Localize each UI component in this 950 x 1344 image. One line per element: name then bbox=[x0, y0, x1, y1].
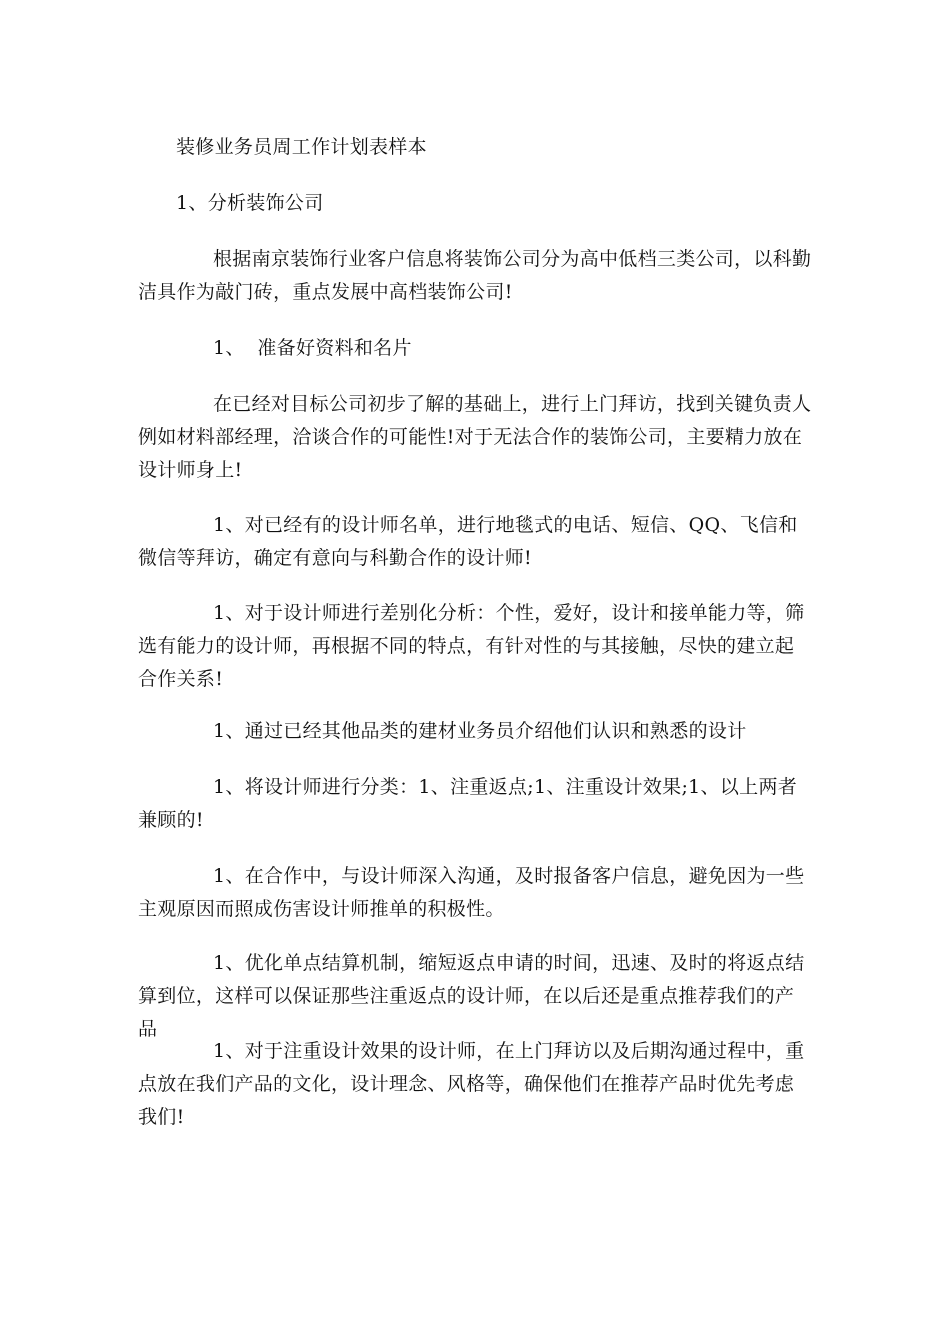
list-item: 1、在合作中，与设计师深入沟通，及时报备客户信息，避免因为一些主观原因而照成伤害设计师推单的积极性。 bbox=[138, 865, 805, 920]
section-heading: 1、 准备好资料和名片 bbox=[213, 337, 412, 359]
list-item: 1、对于设计师进行差别化分析：个性，爱好，设计和接单能力等，筛选有能力的设计师，再根据不同的特点，有针对性的与其接触，尽快的建立起合作关系! bbox=[138, 602, 805, 690]
list-item: 1、将设计师进行分类：1、注重返点;1、注重设计效果;1、以上两者兼顾的! bbox=[138, 776, 798, 831]
section-heading: 1、分析装饰公司 bbox=[176, 192, 324, 214]
paragraph: 根据南京装饰行业客户信息将装饰公司分为高中低档三类公司，以科勤洁具作为敲门砖，重点发展中高档装饰公司! bbox=[138, 248, 812, 303]
paragraph: 在已经对目标公司初步了解的基础上，进行上门拜访，找到关键负责人例如材料部经理，洽谈合作的可能性!对于无法合作的装饰公司，主要精力放在设计师身上! bbox=[138, 393, 812, 481]
list-item: 1、优化单点结算机制，缩短返点申请的时间，迅速、及时的将返点结算到位，这样可以保证那些注重返点的设计师，在以后还是重点推荐我们的产品 bbox=[138, 952, 805, 1040]
list-item: 1、通过已经其他品类的建材业务员介绍他们认识和熟悉的设计 bbox=[213, 720, 747, 742]
list-item: 1、对于注重设计效果的设计师，在上门拜访以及后期沟通过程中，重点放在我们产品的文化，设计理念、风格等，确保他们在推荐产品时优先考虑我们! bbox=[138, 1040, 805, 1128]
document-title: 装修业务员周工作计划表样本 bbox=[176, 136, 427, 158]
list-item: 1、对已经有的设计师名单，进行地毯式的电话、短信、QQ、飞信和微信等拜访，确定有意向与科勤合作的设计师! bbox=[138, 514, 798, 569]
